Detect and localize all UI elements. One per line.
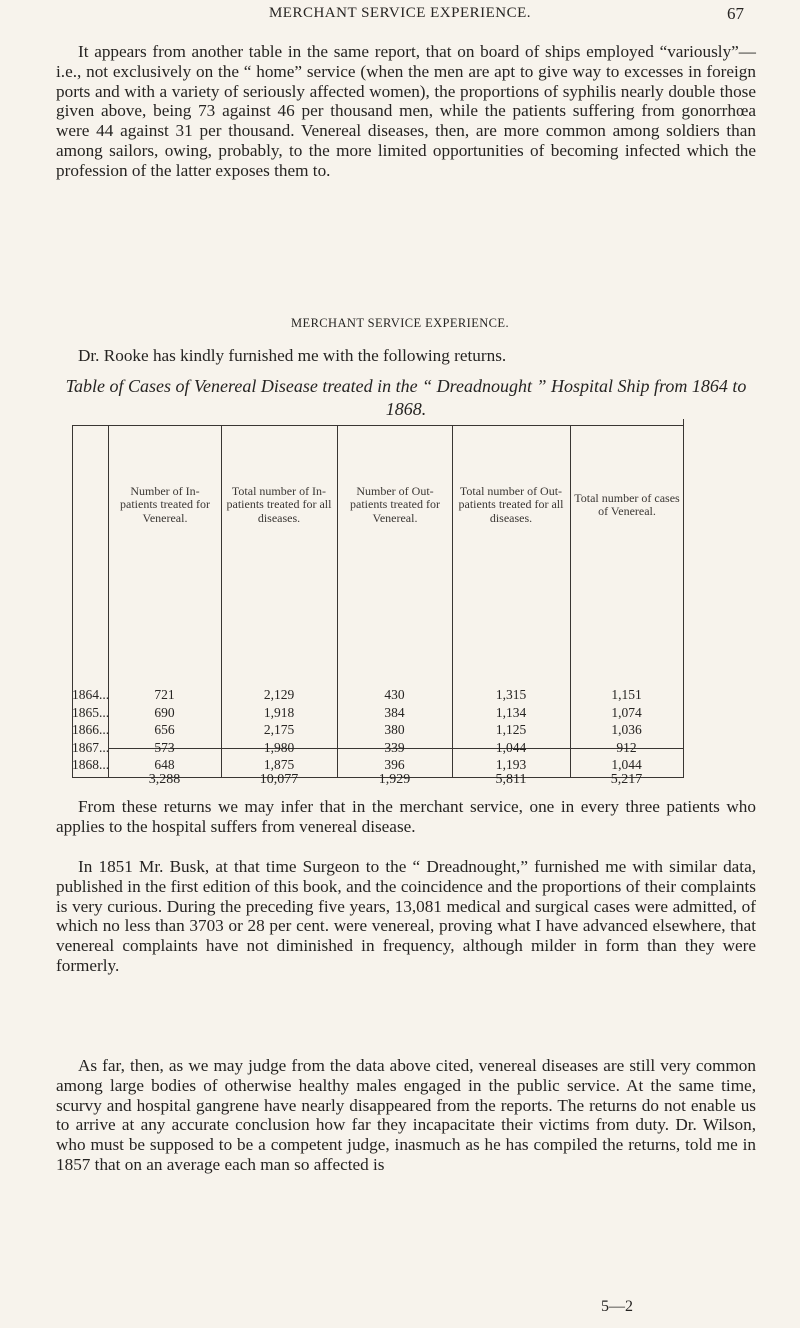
body-paragraph: In 1851 Mr. Busk, at that time Surgeon to the “ Dreadnought,” furnished me with similar data, published in the first edition of this book, and the coincidence and the proportions of their complaints is very curious. During the preceding five years, 13,081 medical and surgical cases were admitted, of which no less than 3703 or 28 per cent. were venereal, proving what I have advanced elsewhere, that venereal complaints have not diminished in frequency, although milder in form than they were formerly. (56, 857, 756, 975)
body-paragraph: From these returns we may infer that in the merchant service, one in every three patients who applies to the hospital suffers from venereal disease. (56, 797, 756, 836)
table-cell: 339 (384, 739, 405, 755)
table-cell: 2,129 (263, 687, 295, 702)
table-cell: 1,315 (495, 687, 527, 702)
table-cell: 1,074 (611, 704, 642, 720)
intro-paragraph: It appears from another table in the same report, that on board of ships employed “variously”—i.e., not exclusively on the “ home” service (when the men are apt to give way to excesses in foreign ports and with a variety of seriously affected women), the proportions of syphilis nearly double those given above, being 73 against 46 per thousand men, while the patients suffering from gonorrhœa were 44 against 31 per thousand. Venereal diseases, then, are more common among soldiers than among sailors, owing, probably, to the more limited opportunities of becoming infected which the profession of the latter exposes them to. (56, 42, 756, 180)
year-label: 1868... (72, 757, 110, 772)
column-header: Number of In-patients treated for Venereal. (120, 483, 210, 525)
lead-sentence: Dr. Rooke has kindly furnished me with the following returns. (78, 346, 507, 365)
table-cell: 690 (154, 704, 175, 720)
table-cell: 656 (154, 722, 175, 737)
table-column (452, 686, 570, 774)
table-column (570, 686, 683, 774)
table-cell: 1,193 (495, 757, 527, 772)
column-header: Total number of cases of Venereal. (574, 490, 680, 518)
table-cell: 384 (384, 704, 405, 720)
table-column (337, 686, 452, 774)
data-table (72, 425, 684, 787)
body-paragraph: As far, then, as we may judge from the data above cited, venereal diseases are still very common among large bodies of otherwise healthy males engaged in the public service. At the same time, scurvy and hospital gangrene have nearly disappeared from the reports. The returns do not enable us to arrive at any accurate conclusion how far they incapacitate their victims from duty. Dr. Wilson, who must be supposed to be a competent judge, inasmuch as he has compiled the returns, told me in 1857 that on an average each man so affected is (56, 1056, 756, 1174)
table-column (108, 686, 221, 774)
table-cell: 648 (154, 757, 175, 772)
year-label: 1865... (72, 704, 110, 720)
section-heading: MERCHANT SERVICE EXPERIENCE. (291, 316, 509, 330)
table-title: Table of Cases of Venereal Disease treated in the “ Dreadnought ” Hospital Ship from 1864 to 1868. (65, 376, 747, 419)
table-cell: 2,175 (263, 722, 295, 737)
table-cell: 1,125 (495, 722, 527, 737)
table-column (221, 686, 337, 774)
table-cell: 1,044 (495, 739, 527, 755)
table-cell: 1,875 (263, 757, 295, 772)
table-cell: 1,980 (263, 739, 295, 755)
total-cell: 10,077 (259, 772, 299, 787)
table-cell: 1,918 (263, 704, 295, 720)
year-label: 1864... (72, 687, 110, 702)
page-number: 67 (727, 4, 744, 23)
table-cell: 396 (384, 757, 405, 772)
year-column (72, 686, 112, 774)
table-cell: 721 (154, 687, 175, 702)
table-cell: 380 (384, 722, 405, 737)
total-cell: 5,217 (610, 772, 643, 787)
table-cell: 1,036 (611, 722, 642, 737)
column-header: Total number of Out-patients treated for all diseases. (458, 483, 564, 525)
table-cell: 1,044 (611, 757, 642, 772)
total-cell: 5,811 (495, 772, 527, 787)
column-header: Total number of In-patients treated for all diseases. (226, 483, 332, 525)
year-label: 1867... (72, 739, 110, 755)
table-cell: 430 (384, 687, 405, 702)
table-cell: 1,134 (495, 704, 527, 720)
running-head: MERCHANT SERVICE EXPERIENCE. (268, 5, 532, 21)
column-header: Number of Out-patients treated for Venereal. (350, 483, 440, 525)
table-cell: 573 (154, 739, 175, 755)
total-cell: 1,929 (378, 772, 411, 787)
table-cell: 912 (616, 739, 637, 755)
year-label: 1866... (72, 722, 110, 737)
signature-mark: 5—2 (601, 1298, 633, 1315)
table-cell: 1,151 (611, 687, 642, 702)
total-cell: 3,288 (148, 772, 181, 787)
